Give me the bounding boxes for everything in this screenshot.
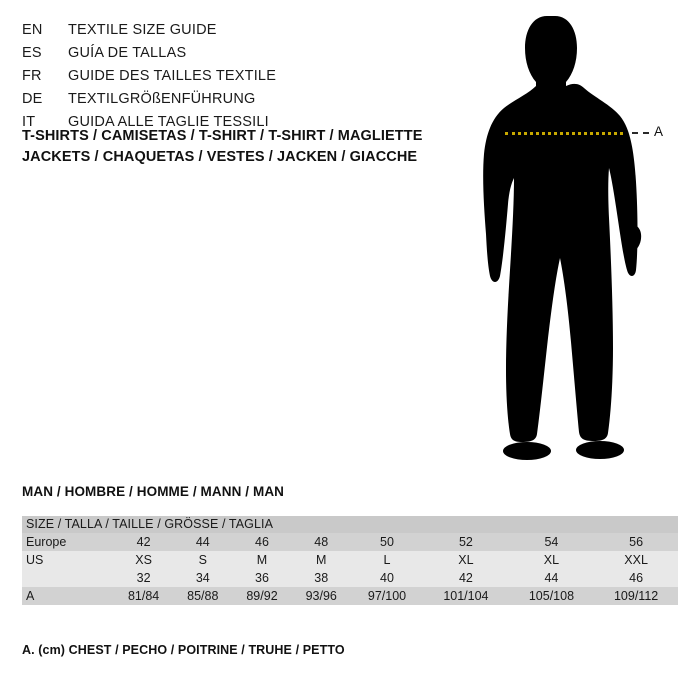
chest-measure-line	[505, 132, 623, 135]
language-code: IT	[22, 114, 36, 130]
cell: 52	[423, 533, 509, 551]
cell: 89/92	[232, 587, 291, 605]
male-silhouette-illustration	[470, 8, 690, 468]
chest-measure-leader	[632, 132, 649, 134]
cell: 36	[232, 569, 291, 587]
cell: 46	[594, 569, 678, 587]
cell: 81/84	[114, 587, 173, 605]
language-code: DE	[22, 91, 43, 107]
table-header-row	[22, 516, 678, 533]
measurement-footnote: A. (cm) CHEST / PECHO / POITRINE / TRUHE / PETTO	[22, 643, 345, 657]
cell: 34	[173, 569, 232, 587]
section-label-man: MAN / HOMBRE / HOMME / MANN / MAN	[22, 484, 285, 499]
cell: 85/88	[173, 587, 232, 605]
cell: XL	[509, 551, 595, 569]
cell: L	[351, 551, 423, 569]
cell: XXL	[594, 551, 678, 569]
cell: M	[292, 551, 351, 569]
cell: 105/108	[509, 587, 595, 605]
cell: 93/96	[292, 587, 351, 605]
garment-line-tshirts: T-SHIRTS / CAMISETAS / T-SHIRT / T-SHIRT / MAGLIETTE	[22, 128, 423, 144]
cell: 54	[509, 533, 595, 551]
language-title: TEXTILE SIZE GUIDE	[68, 22, 217, 38]
cell: 109/112	[594, 587, 678, 605]
table-row	[22, 551, 678, 569]
cell: 40	[351, 569, 423, 587]
cell: 46	[232, 533, 291, 551]
table-row	[22, 569, 678, 587]
language-title-list	[22, 22, 462, 137]
cell: 44	[173, 533, 232, 551]
cell: 42	[423, 569, 509, 587]
cell: 50	[351, 533, 423, 551]
language-title: GUIDA ALLE TAGLIE TESSILI	[68, 114, 269, 130]
cell: 44	[509, 569, 595, 587]
cell: 101/104	[423, 587, 509, 605]
table-row	[22, 587, 678, 605]
size-chart-table	[22, 516, 678, 605]
chest-measure-label: A	[654, 124, 664, 139]
garment-line-jackets: JACKETS / CHAQUETAS / VESTES / JACKEN / GIACCHE	[22, 149, 418, 165]
language-code: ES	[22, 45, 42, 61]
language-title: TEXTILGRÖßENFÜHRUNG	[68, 91, 256, 107]
cell: 97/100	[351, 587, 423, 605]
cell: XS	[114, 551, 173, 569]
cell: 42	[114, 533, 173, 551]
cell: 48	[292, 533, 351, 551]
row-label: A	[22, 587, 114, 605]
row-label: US	[22, 551, 114, 569]
cell: XL	[423, 551, 509, 569]
language-row	[22, 45, 462, 66]
language-row	[22, 22, 462, 43]
cell: S	[173, 551, 232, 569]
table-header-label: SIZE / TALLA / TAILLE / GRÖSSE / TAGLIA	[22, 516, 678, 533]
table-row	[22, 533, 678, 551]
cell: 32	[114, 569, 173, 587]
cell: 38	[292, 569, 351, 587]
garment-type-list	[22, 128, 492, 170]
row-label	[22, 569, 114, 587]
language-code: FR	[22, 68, 42, 84]
language-title: GUÍA DE TALLAS	[68, 45, 187, 61]
cell: 56	[594, 533, 678, 551]
row-label: Europe	[22, 533, 114, 551]
language-title: GUIDE DES TAILLES TEXTILE	[68, 68, 277, 84]
language-code: EN	[22, 22, 43, 38]
cell: M	[232, 551, 291, 569]
language-row	[22, 91, 462, 112]
language-row	[22, 68, 462, 89]
